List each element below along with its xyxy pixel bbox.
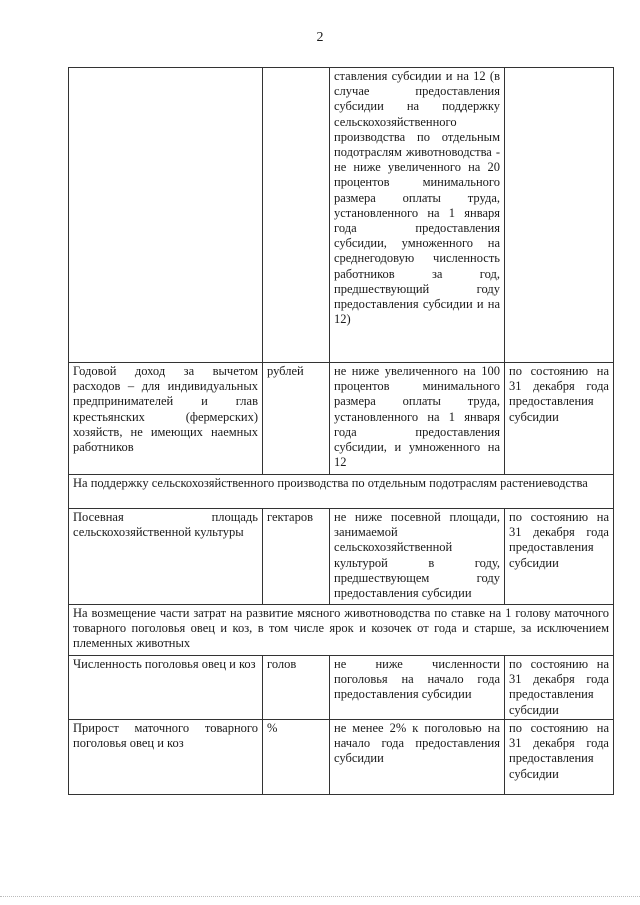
table-row: [69, 363, 614, 475]
unit-cell: рублей: [263, 363, 330, 475]
period-cell: [505, 68, 614, 363]
value-cell: не ниже увеличенного на 100 процентов минимального размера оплаты труда, установленного на 1 января года предоставления субсидии, и умноженного на 12: [330, 363, 505, 475]
section-row: [69, 475, 614, 509]
section-heading: На поддержку сельскохозяйственного производства по отдельным подотраслям растениеводства: [69, 475, 614, 509]
indicator-cell: Численность поголовья овец и коз: [69, 656, 263, 720]
unit-cell: голов: [263, 656, 330, 720]
page-number: 2: [316, 30, 324, 45]
period-cell: по состоянию на 31 декабря года предоставления субсидии: [505, 656, 614, 720]
indicators-table: [68, 67, 614, 795]
indicator-cell: Прирост маточного товарного поголовья овец и коз: [69, 720, 263, 795]
unit-cell: гектаров: [263, 509, 330, 605]
indicator-cell: [69, 68, 263, 363]
section-heading: На возмещение части затрат на развитие мясного животноводства по ставке на 1 голову маточного товарного поголовья овец и коз, в том числе ярок и козочек от года и старше, за исключением племенных животных: [69, 605, 614, 656]
unit-cell: %: [263, 720, 330, 795]
table-row: [69, 720, 614, 795]
period-cell: по состоянию на 31 декабря года предоставления субсидии: [505, 509, 614, 605]
value-cell: ставления субсидии и на 12 (в случае предоставления субсидии на поддержку сельскохозяйственного производства по отдельным подотраслям животноводства - не ниже увеличенного на 20 процентов минимального размера оплаты труда, установленного на 1 января года предоставления субсидии, умноженного на среднегодовую численность работников за год, предшествующий году предоставления субсидии и на 12): [330, 68, 505, 363]
period-cell: по состоянию на 31 декабря года предоставления субсидии: [505, 363, 614, 475]
section-row: [69, 605, 614, 656]
value-cell: не ниже посевной площади, занимаемой сельскохозяйственной культурой в году, предшествующем году предоставления субсидии: [330, 509, 505, 605]
indicator-cell: Посевная площадь сельскохозяйственной культуры: [69, 509, 263, 605]
unit-cell: [263, 68, 330, 363]
indicator-cell: Годовой доход за вычетом расходов – для индивидуальных предпринимателей и глав крестьянских (фермерских) хозяйств, не имеющих наемных работников: [69, 363, 263, 475]
value-cell: не менее 2% к поголовью на начало года предоставления субсидии: [330, 720, 505, 795]
table-row: [69, 509, 614, 605]
table-row: [69, 656, 614, 720]
table-row: [69, 68, 614, 363]
value-cell: не ниже численности поголовья на начало года предоставления субсидии: [330, 656, 505, 720]
period-cell: по состоянию на 31 декабря года предоставления субсидии: [505, 720, 614, 795]
scan-edge-divider: [0, 896, 640, 898]
